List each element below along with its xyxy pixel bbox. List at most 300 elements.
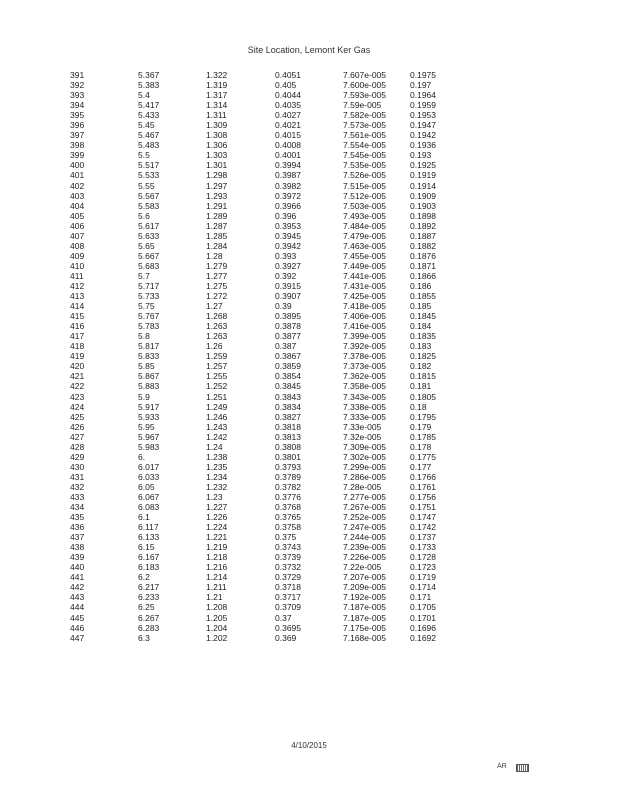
table-cell: 0.3994 (275, 160, 301, 171)
table-cell: 0.1815 (410, 371, 436, 382)
table-cell: 7.299e-005 (343, 461, 387, 472)
table-cell: 0.183 (410, 341, 432, 352)
table-cell: 1.291 (206, 200, 228, 211)
table-cell: 1.303 (206, 150, 228, 161)
table-cell: 7.333e-005 (343, 411, 387, 422)
table-cell: 0.39 (275, 301, 292, 312)
table-cell: 0.3782 (275, 481, 301, 492)
table-cell: 1.234 (206, 471, 228, 482)
table-cell: 7.239e-005 (343, 542, 387, 553)
table-cell: 0.184 (410, 321, 432, 332)
table-cell: 0.1892 (410, 220, 436, 231)
table-cell: 1.306 (206, 140, 228, 151)
table-row (0, 261, 618, 271)
table-cell: 7.593e-005 (343, 90, 387, 101)
table-cell: 7.431e-005 (343, 280, 387, 291)
table-cell: 5.9 (138, 391, 150, 402)
table-cell: 7.455e-005 (343, 250, 387, 261)
table-cell: 0.3854 (275, 371, 301, 382)
table-cell: 6.217 (138, 582, 160, 593)
table-cell: 0.1887 (410, 230, 436, 241)
table-cell: 0.1871 (410, 260, 436, 271)
table-cell: 405 (70, 210, 85, 221)
table-cell: 0.3877 (275, 331, 301, 342)
table-cell: 0.3972 (275, 190, 301, 201)
table-row (0, 150, 618, 160)
table-cell: 7.425e-005 (343, 291, 387, 302)
table-cell: 1.226 (206, 512, 228, 523)
table-cell: 1.238 (206, 451, 228, 462)
table-cell: 0.1733 (410, 542, 436, 553)
table-row (0, 412, 618, 422)
table-cell: 442 (70, 582, 85, 593)
table-cell: 0.3945 (275, 230, 301, 241)
table-cell: 0.1882 (410, 240, 436, 251)
table-cell: 0.3801 (275, 451, 301, 462)
table-cell: 446 (70, 622, 85, 633)
table-cell: 6.267 (138, 612, 160, 623)
table-row (0, 231, 618, 241)
table-row (0, 462, 618, 472)
table-cell: 0.1845 (410, 311, 436, 322)
table-cell: 1.214 (206, 572, 228, 583)
table-row (0, 181, 618, 191)
table-cell: 5.8 (138, 331, 150, 342)
table-cell: 1.219 (206, 542, 228, 553)
table-cell: 435 (70, 512, 85, 523)
table-cell: 7.302e-005 (343, 451, 387, 462)
table-cell: 0.3878 (275, 321, 301, 332)
table-cell: 0.393 (275, 250, 297, 261)
table-cell: 7.343e-005 (343, 391, 387, 402)
table-cell: 0.4044 (275, 90, 301, 101)
table-cell: 7.338e-005 (343, 401, 387, 412)
table-cell: 426 (70, 421, 85, 432)
table-cell: 443 (70, 592, 85, 603)
table-cell: 423 (70, 391, 85, 402)
table-cell: 0.3843 (275, 391, 301, 402)
table-cell: 1.289 (206, 210, 228, 221)
table-cell: 0.3776 (275, 491, 301, 502)
table-cell: 1.255 (206, 371, 228, 382)
table-row (0, 442, 618, 452)
table-cell: 5.617 (138, 220, 160, 231)
table-cell: 0.197 (410, 80, 432, 91)
table-cell: 0.1705 (410, 602, 436, 613)
table-cell: 407 (70, 230, 85, 241)
table-cell: 7.378e-005 (343, 351, 387, 362)
table-cell: 0.1959 (410, 100, 436, 111)
table-cell: 1.301 (206, 160, 228, 171)
table-cell: 429 (70, 451, 85, 462)
table-row (0, 241, 618, 251)
table-cell: 0.1903 (410, 200, 436, 211)
table-cell: 7.362e-005 (343, 371, 387, 382)
table-cell: 7.418e-005 (343, 301, 387, 312)
table-cell: 403 (70, 190, 85, 201)
table-row (0, 80, 618, 90)
table-cell: 7.582e-005 (343, 110, 387, 121)
table-cell: 7.277e-005 (343, 491, 387, 502)
table-cell: 5.483 (138, 140, 160, 151)
table-cell: 1.314 (206, 100, 228, 111)
table-cell: 394 (70, 100, 85, 111)
table-cell: 5.533 (138, 170, 160, 181)
table-row (0, 552, 618, 562)
table-cell: 0.1742 (410, 522, 436, 533)
table-cell: 0.4035 (275, 100, 301, 111)
table-cell: 7.449e-005 (343, 260, 387, 271)
table-cell: 0.3987 (275, 170, 301, 181)
table-cell: 7.554e-005 (343, 140, 387, 151)
table-cell: 1.26 (206, 341, 223, 352)
table-cell: 396 (70, 120, 85, 131)
table-cell: 6.183 (138, 562, 160, 573)
table-cell: 0.1925 (410, 160, 436, 171)
table-cell: 7.545e-005 (343, 150, 387, 161)
table-cell: 1.28 (206, 250, 223, 261)
table-cell: 0.3709 (275, 602, 301, 613)
table-cell: 0.1942 (410, 130, 436, 141)
table-cell: 1.284 (206, 240, 228, 251)
table-cell: 0.4008 (275, 140, 301, 151)
table-cell: 418 (70, 341, 85, 352)
table-cell: 1.202 (206, 632, 228, 643)
table-cell: 1.232 (206, 481, 228, 492)
table-row (0, 572, 618, 582)
table-cell: 0.1766 (410, 471, 436, 482)
table-cell: 408 (70, 240, 85, 251)
table-cell: 0.3942 (275, 240, 301, 251)
table-cell: 1.308 (206, 130, 228, 141)
table-cell: 0.3758 (275, 522, 301, 533)
barcode-stamp-icon (516, 764, 529, 772)
table-cell: 0.171 (410, 592, 432, 603)
table-cell: 0.1805 (410, 391, 436, 402)
table-cell: 0.3732 (275, 562, 301, 573)
table-cell: 427 (70, 431, 85, 442)
table-row (0, 402, 618, 412)
table-row (0, 140, 618, 150)
table-cell: 1.242 (206, 431, 228, 442)
table-cell: 5.567 (138, 190, 160, 201)
table-cell: 7.406e-005 (343, 311, 387, 322)
table-row (0, 422, 618, 432)
table-row (0, 381, 618, 391)
table-row (0, 371, 618, 381)
table-cell: 6.067 (138, 491, 160, 502)
table-cell: 1.211 (206, 582, 227, 593)
table-cell: 5.417 (138, 100, 160, 111)
table-cell: 0.375 (275, 532, 297, 543)
table-cell: 5.683 (138, 260, 160, 271)
table-cell: 1.263 (206, 321, 228, 332)
table-cell: 441 (70, 572, 85, 583)
table-cell: 0.193 (410, 150, 432, 161)
table-cell: 399 (70, 150, 85, 161)
table-cell: 5.85 (138, 361, 155, 372)
table-cell: 0.1795 (410, 411, 436, 422)
table-cell: 0.1737 (410, 532, 436, 543)
table-cell: 417 (70, 331, 85, 342)
table-cell: 0.1855 (410, 291, 436, 302)
table-cell: 7.187e-005 (343, 612, 387, 623)
table-cell: 0.396 (275, 210, 297, 221)
table-row (0, 271, 618, 281)
table-row (0, 502, 618, 512)
table-cell: 0.1714 (410, 582, 436, 593)
table-cell: 1.279 (206, 260, 228, 271)
table-cell: 5.583 (138, 200, 160, 211)
table-cell: 7.175e-005 (343, 622, 387, 633)
table-cell: 0.3982 (275, 180, 301, 191)
table-row (0, 100, 618, 110)
table-cell: 1.263 (206, 331, 228, 342)
table-row (0, 613, 618, 623)
table-cell: 6.2 (138, 572, 150, 583)
table-cell: 7.59e-005 (343, 100, 382, 111)
table-cell: 1.208 (206, 602, 228, 613)
table-cell: 0.1761 (410, 481, 436, 492)
table-cell: 7.28e-005 (343, 481, 382, 492)
table-row (0, 623, 618, 633)
table-cell: 7.358e-005 (343, 381, 387, 392)
table-cell: 6.05 (138, 481, 155, 492)
table-cell: 5.95 (138, 421, 155, 432)
table-cell: 1.298 (206, 170, 228, 181)
table-cell: 1.322 (206, 70, 228, 80)
table-cell: 0.1947 (410, 120, 436, 131)
table-cell: 0.387 (275, 341, 297, 352)
table-cell: 419 (70, 351, 85, 362)
table-cell: 0.4027 (275, 110, 301, 121)
table-cell: 398 (70, 140, 85, 151)
table-cell: 0.1719 (410, 572, 436, 583)
table-cell: 1.287 (206, 220, 228, 231)
table-cell: 447 (70, 632, 85, 643)
table-row (0, 281, 618, 291)
page-title: Site Location, Lemont Ker Gas (247, 45, 371, 55)
table-cell: 0.4001 (275, 150, 301, 161)
table-cell: 0.1835 (410, 331, 436, 342)
table-row (0, 90, 618, 100)
table-cell: 0.3915 (275, 280, 301, 291)
table-cell: 5.917 (138, 401, 160, 412)
table-cell: 0.1723 (410, 562, 436, 573)
table-cell: 7.484e-005 (343, 220, 387, 231)
table-row (0, 532, 618, 542)
table-cell: 5.7 (138, 270, 150, 281)
table-cell: 0.1747 (410, 512, 436, 523)
table-row (0, 542, 618, 552)
table-cell: 1.272 (206, 291, 228, 302)
table-cell: 1.257 (206, 361, 228, 372)
table-cell: 0.37 (275, 612, 292, 623)
table-cell: 0.392 (275, 270, 297, 281)
table-row (0, 130, 618, 140)
table-cell: 0.1898 (410, 210, 436, 221)
table-row (0, 201, 618, 211)
table-cell: 7.561e-005 (343, 130, 387, 141)
table-cell: 5.733 (138, 291, 160, 302)
table-cell: 1.309 (206, 120, 228, 131)
table-cell: 1.221 (206, 532, 228, 543)
table-row (0, 452, 618, 462)
table-row (0, 361, 618, 371)
table-cell: 395 (70, 110, 85, 121)
table-cell: 1.23 (206, 491, 223, 502)
table-cell: 7.503e-005 (343, 200, 387, 211)
table-cell: 0.3827 (275, 411, 301, 422)
table-cell: 0.3768 (275, 502, 301, 513)
table-cell: 5.75 (138, 301, 155, 312)
table-cell: 1.249 (206, 401, 228, 412)
table-cell: 6.133 (138, 532, 160, 543)
table-cell: 1.235 (206, 461, 228, 472)
table-cell: 5.717 (138, 280, 160, 291)
table-cell: 5.55 (138, 180, 155, 191)
table-cell: 0.185 (410, 301, 432, 312)
table-cell: 0.3717 (275, 592, 301, 603)
table-cell: 1.285 (206, 230, 228, 241)
footer-initials: AR (497, 763, 507, 770)
table-row (0, 301, 618, 311)
table-cell: 7.573e-005 (343, 120, 387, 131)
table-cell: 0.3743 (275, 542, 301, 553)
table-cell: 1.297 (206, 180, 228, 191)
table-cell: 391 (70, 70, 85, 80)
table-cell: 414 (70, 301, 85, 312)
table-row (0, 602, 618, 612)
table-cell: 5.817 (138, 341, 160, 352)
table-cell: 0.3813 (275, 431, 301, 442)
table-row (0, 522, 618, 532)
table-cell: 1.277 (206, 270, 228, 281)
table-cell: 0.1756 (410, 491, 436, 502)
table-row (0, 170, 618, 180)
table-row (0, 562, 618, 572)
table-row (0, 482, 618, 492)
table-cell: 1.251 (206, 391, 228, 402)
table-row (0, 492, 618, 502)
table-cell: 5.833 (138, 351, 160, 362)
table-cell: 5.667 (138, 250, 160, 261)
table-cell: 7.252e-005 (343, 512, 387, 523)
table-cell: 0.1785 (410, 431, 436, 442)
table-cell: 0.4051 (275, 70, 301, 80)
table-cell: 0.1696 (410, 622, 436, 633)
table-cell: 0.1775 (410, 451, 436, 462)
table-cell: 0.405 (275, 80, 297, 91)
table-cell: 445 (70, 612, 85, 623)
table-cell: 402 (70, 180, 85, 191)
table-row (0, 472, 618, 482)
table-cell: 7.607e-005 (343, 70, 387, 80)
table-cell: 5.783 (138, 321, 160, 332)
table-cell: 6.25 (138, 602, 155, 613)
table-cell: 0.182 (410, 361, 432, 372)
table-cell: 5.45 (138, 120, 155, 131)
table-cell: 0.3695 (275, 622, 301, 633)
table-cell: 5.367 (138, 70, 160, 80)
table-cell: 406 (70, 220, 85, 231)
table-cell: 5.983 (138, 441, 160, 452)
table-row (0, 251, 618, 261)
table-cell: 5.883 (138, 381, 160, 392)
table-cell: 7.515e-005 (343, 180, 387, 191)
table-row (0, 291, 618, 301)
table-cell: 1.227 (206, 502, 228, 513)
table-cell: 428 (70, 441, 85, 452)
table-cell: 1.293 (206, 190, 228, 201)
table-cell: 1.21 (206, 592, 223, 603)
table-cell: 0.3818 (275, 421, 301, 432)
table-cell: 0.177 (410, 461, 432, 472)
table-cell: 7.441e-005 (343, 270, 387, 281)
table-cell: 0.178 (410, 441, 432, 452)
table-cell: 0.3845 (275, 381, 301, 392)
table-row (0, 432, 618, 442)
table-cell: 439 (70, 552, 85, 563)
table-cell: 7.526e-005 (343, 170, 387, 181)
table-cell: 5.967 (138, 431, 160, 442)
table-cell: 1.246 (206, 411, 228, 422)
table-cell: 0.3867 (275, 351, 301, 362)
table-cell: 0.1914 (410, 180, 436, 191)
table-cell: 0.1964 (410, 90, 436, 101)
table-cell: 0.1701 (410, 612, 436, 623)
table-cell: 0.3808 (275, 441, 301, 452)
table-cell: 5.383 (138, 80, 160, 91)
table-cell: 412 (70, 280, 85, 291)
table-row (0, 311, 618, 321)
table-cell: 5.467 (138, 130, 160, 141)
table-cell: 1.243 (206, 421, 228, 432)
table-cell: 6. (138, 451, 146, 462)
table-cell: 0.3859 (275, 361, 301, 372)
table-cell: 7.192e-005 (343, 592, 387, 603)
table-cell: 6.283 (138, 622, 160, 633)
table-cell: 0.1975 (410, 70, 436, 80)
table-cell: 7.600e-005 (343, 80, 387, 91)
table-cell: 1.27 (206, 301, 223, 312)
table-cell: 5.6 (138, 210, 150, 221)
table-cell: 7.416e-005 (343, 321, 387, 332)
table-cell: 7.479e-005 (343, 230, 387, 241)
table-cell: 0.3765 (275, 512, 301, 523)
table-row (0, 70, 618, 80)
table-cell: 440 (70, 562, 85, 573)
table-cell: 1.319 (206, 80, 228, 91)
table-cell: 5.5 (138, 150, 150, 161)
table-cell: 1.216 (206, 562, 228, 573)
table-cell: 0.1866 (410, 270, 436, 281)
table-cell: 7.187e-005 (343, 602, 387, 613)
table-cell: 5.433 (138, 110, 160, 121)
table-cell: 400 (70, 160, 85, 171)
table-cell: 0.3793 (275, 461, 301, 472)
table-cell: 1.268 (206, 311, 228, 322)
table-cell: 7.399e-005 (343, 331, 387, 342)
table-cell: 6.083 (138, 502, 160, 513)
table-cell: 1.259 (206, 351, 228, 362)
table-cell: 7.244e-005 (343, 532, 387, 543)
table-cell: 7.286e-005 (343, 471, 387, 482)
table-cell: 7.373e-005 (343, 361, 387, 372)
table-cell: 7.168e-005 (343, 632, 387, 643)
table-cell: 431 (70, 471, 85, 482)
table-cell: 7.493e-005 (343, 210, 387, 221)
